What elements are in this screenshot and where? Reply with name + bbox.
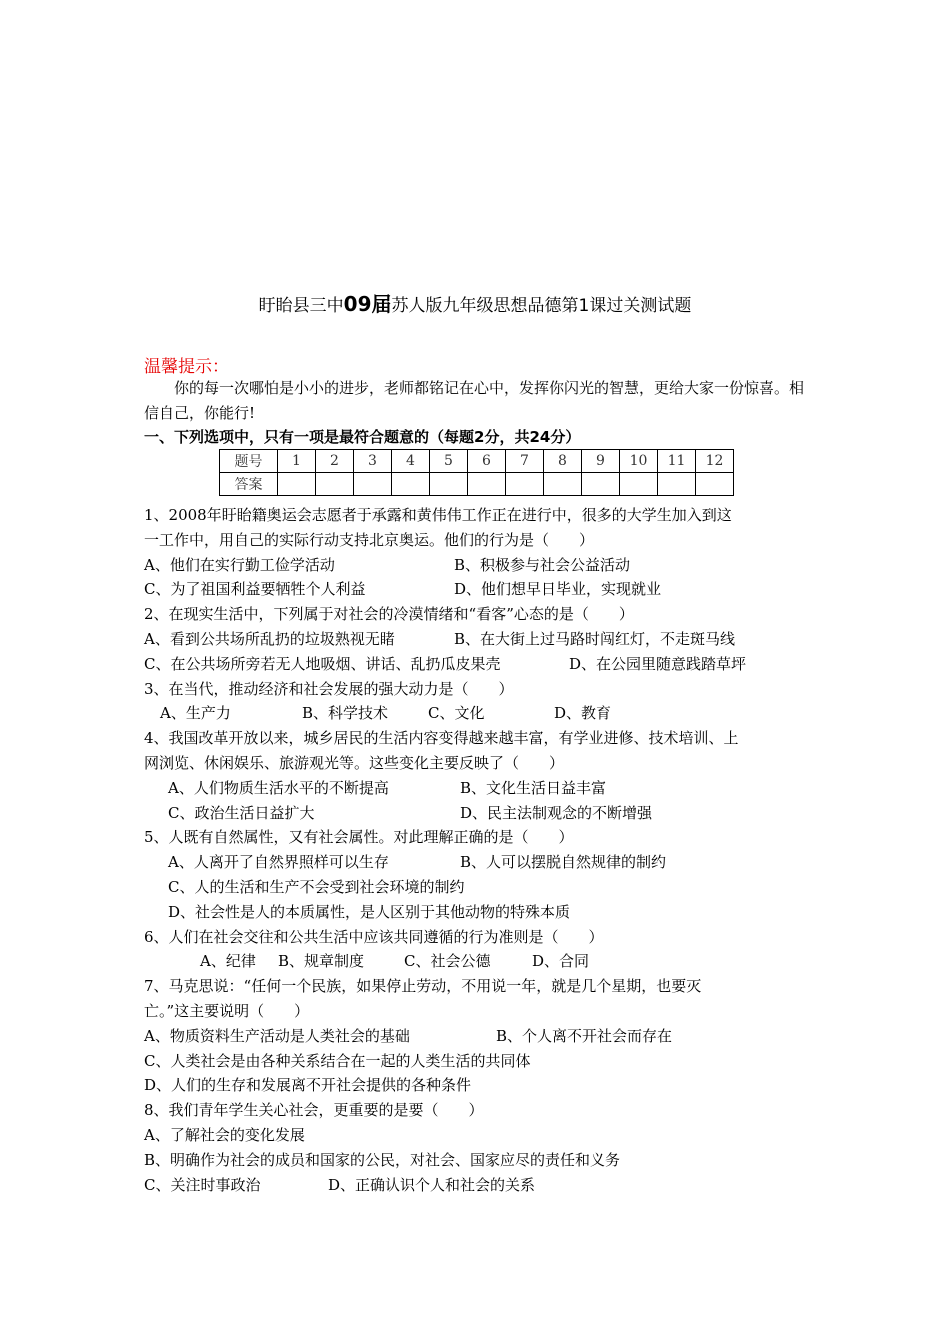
question-1-options-cd <box>144 577 814 602</box>
question-6-options <box>144 949 814 974</box>
table-cell: 5 <box>430 450 468 473</box>
option-b: B、规章制度 <box>278 952 365 971</box>
answer-cell[interactable] <box>278 473 316 496</box>
answer-cell[interactable] <box>354 473 392 496</box>
option-d: D、正确认识个人和社会的关系 <box>328 1175 536 1194</box>
answer-table <box>219 449 734 496</box>
option-d: D、合同 <box>532 952 590 971</box>
option-c: C、在公共场所旁若无人地吸烟、讲话、乱扔瓜皮果壳 <box>144 654 501 673</box>
option-d: D、他们想早日毕业，实现就业 <box>454 580 662 599</box>
table-cell: 12 <box>696 450 734 473</box>
answer-cell[interactable] <box>544 473 582 496</box>
answer-cell[interactable] <box>430 473 468 496</box>
option-a: A、纪律 <box>200 952 256 971</box>
option-c: C、政治生活日益扩大 <box>168 803 315 822</box>
option-a: A、人们物质生活水平的不断提高 <box>168 778 389 797</box>
answer-cell[interactable] <box>506 473 544 496</box>
section-heading: 一、下列选项中，只有一项是最符合题意的（每题2分，共24分） <box>144 428 581 446</box>
table-cell: 10 <box>620 450 658 473</box>
option-b: B、人可以摆脱自然规律的制约 <box>460 853 667 872</box>
option-b: B、个人离不开社会而存在 <box>496 1026 673 1045</box>
answer-table-answer-row <box>220 473 734 496</box>
question-3-options <box>144 701 814 726</box>
answer-cell[interactable] <box>392 473 430 496</box>
option-d: D、教育 <box>554 704 612 723</box>
option-a: A、看到公共场所乱扔的垃圾熟视无睹 <box>144 629 395 648</box>
answer-cell[interactable] <box>582 473 620 496</box>
question-2-options-cd <box>144 652 814 677</box>
option-a: A、他们在实行勤工俭学活动 <box>144 555 335 574</box>
table-cell: 11 <box>658 450 696 473</box>
answer-cell[interactable] <box>696 473 734 496</box>
answer-cell[interactable] <box>658 473 696 496</box>
option-a: A、人离开了自然界照样可以生存 <box>168 853 389 872</box>
question-4-options-ab <box>144 776 814 801</box>
row-label-answer: 答案 <box>220 473 278 496</box>
question-2-options-ab <box>144 627 814 652</box>
table-cell: 6 <box>468 450 506 473</box>
question-2-stem: 2、在现实生活中，下列属于对社会的冷漠情绪和“看客”心态的是（ ） <box>144 605 634 624</box>
question-8-options-cd <box>144 1173 814 1198</box>
question-7-options-ab <box>144 1024 814 1049</box>
table-cell: 4 <box>392 450 430 473</box>
question-1-stem: 1、2008年盱眙籍奥运会志愿者于承露和黄伟伟工作正在进行中，很多的大学生加入到这 <box>144 506 732 524</box>
table-cell: 7 <box>506 450 544 473</box>
page-title <box>0 288 950 317</box>
question-7-stem-cont: 亡。”这主要说明（ ） <box>144 1001 310 1020</box>
option-c: C、为了祖国利益要牺牲个人利益 <box>144 580 366 599</box>
answer-table-number-row <box>220 450 734 473</box>
question-4-options-cd <box>144 801 814 826</box>
question-3-stem: 3、在当代，推动经济和社会发展的强大动力是（ ） <box>144 679 514 698</box>
question-5-stem: 5、人既有自然属性，又有社会属性。对此理解正确的是（ ） <box>144 828 574 847</box>
option-c: C、社会公德 <box>404 952 491 971</box>
option-b: B、明确作为社会的成员和国家的公民，对社会、国家应尽的责任和义务 <box>144 1150 621 1169</box>
option-a: A、生产力 <box>160 704 231 723</box>
answer-cell[interactable] <box>468 473 506 496</box>
option-b: B、积极参与社会公益活动 <box>454 555 631 574</box>
question-1-stem-cont: 一工作中，用自己的实际行动支持北京奥运。他们的行为是（ ） <box>144 530 595 549</box>
option-d: D、人们的生存和发展离不开社会提供的各种条件 <box>144 1076 472 1095</box>
question-7-stem: 7、马克思说：“任何一个民族，如果停止劳动，不用说一年，就是几个星期，也要灭 <box>144 977 702 996</box>
option-a: A、物质资料生产活动是人类社会的基础 <box>144 1026 410 1045</box>
question-5-options-ab <box>144 850 814 875</box>
option-c: C、人的生活和生产不会受到社会环境的制约 <box>168 877 465 896</box>
question-4-stem: 4、我国改革开放以来，城乡居民的生活内容变得越来越丰富，有学业进修、技术培训、上 <box>144 729 739 748</box>
question-6-stem: 6、人们在社会交往和公共生活中应该共同遵循的行为准则是（ ） <box>144 927 604 946</box>
option-c: C、人类社会是由各种关系结合在一起的人类生活的共同体 <box>144 1051 531 1070</box>
table-cell: 1 <box>278 450 316 473</box>
option-a: A、了解社会的变化发展 <box>144 1125 305 1144</box>
option-b: B、在大街上过马路时闯红灯，不走斑马线 <box>454 629 736 648</box>
answer-cell[interactable] <box>316 473 354 496</box>
answer-cell[interactable] <box>620 473 658 496</box>
tip-text: 你的每一次哪怕是小小的进步，老师都铭记在心中，发挥你闪光的智慧，更给大家一份惊喜。相信自己，你能行! <box>144 379 805 422</box>
table-cell: 9 <box>582 450 620 473</box>
question-4-stem-cont: 网浏览、休闲娱乐、旅游观光等。这些变化主要反映了（ ） <box>144 753 565 772</box>
option-c: C、关注时事政治 <box>144 1175 261 1194</box>
option-b: B、科学技术 <box>302 704 389 723</box>
question-8-stem: 8、我们青年学生关心社会，更重要的是要（ ） <box>144 1101 484 1120</box>
title-prefix: 盱眙县三中 <box>258 296 344 316</box>
option-b: B、文化生活日益丰富 <box>460 778 607 797</box>
table-cell: 8 <box>544 450 582 473</box>
table-cell: 3 <box>354 450 392 473</box>
option-d: D、社会性是人的本质属性，是人区别于其他动物的特殊本质 <box>168 902 571 921</box>
table-cell: 2 <box>316 450 354 473</box>
question-1-options-ab <box>144 553 814 578</box>
title-suffix: 苏人版九年级思想品德第1课过关测试题 <box>391 296 692 316</box>
question-list <box>144 503 814 1197</box>
option-d: D、在公园里随意践踏草坪 <box>569 654 747 673</box>
row-label-number: 题号 <box>220 450 278 473</box>
option-d: D、民主法制观念的不断增强 <box>460 803 653 822</box>
tip-heading: 温馨提示： <box>144 357 229 377</box>
title-bold: 09届 <box>343 292 392 316</box>
option-c: C、文化 <box>428 704 485 723</box>
